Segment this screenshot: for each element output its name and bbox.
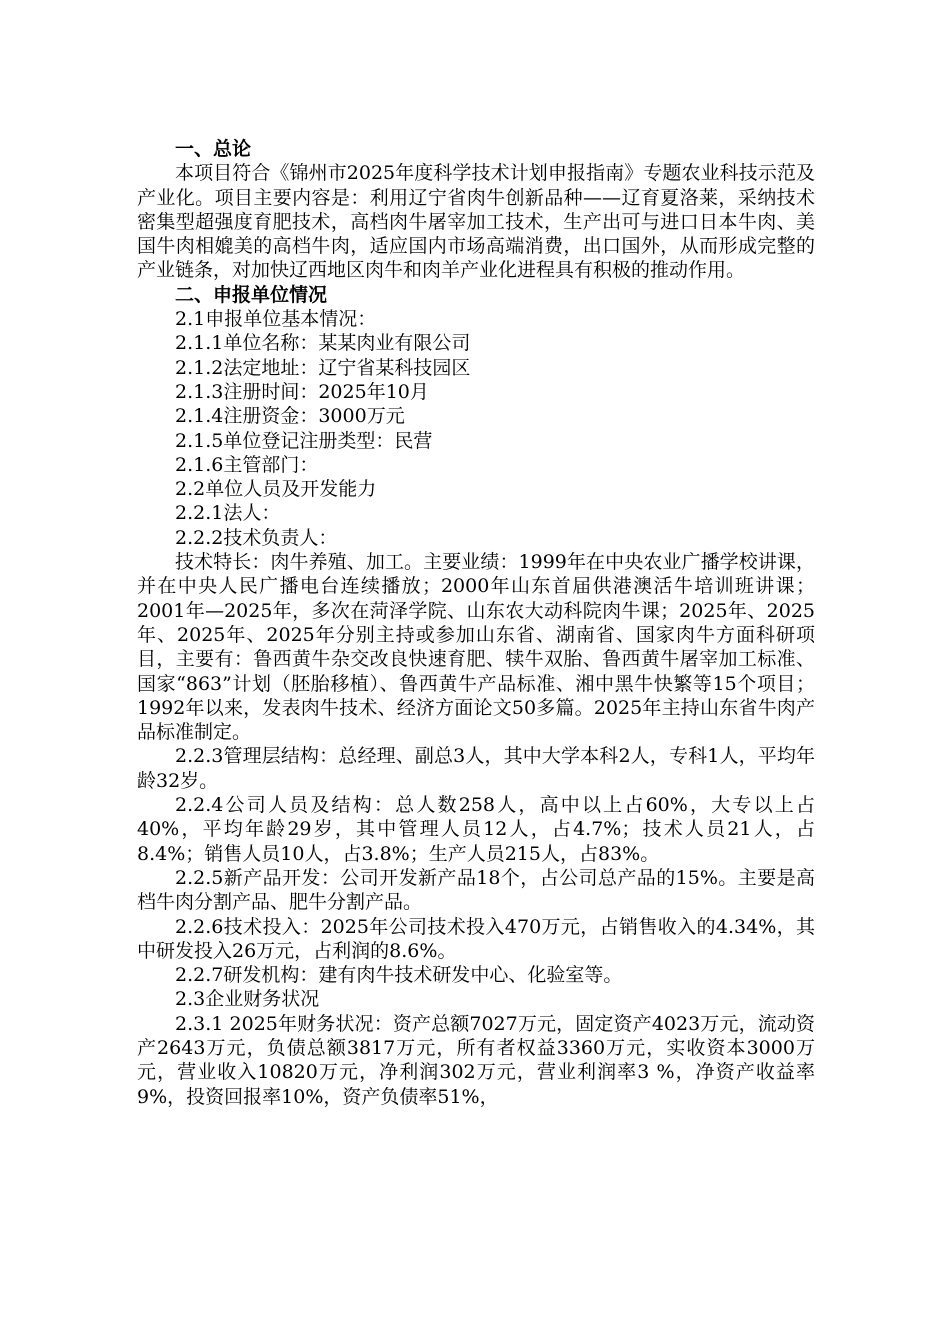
item-registration-time: 2.1.3注册时间：2025年10月 [175,380,429,403]
subheading-financial: 2.3企业财务状况 [175,988,320,1011]
paragraph-tech-expertise: 技术特长：肉牛养殖、加工。主要业绩：1999年在中央农业广播学校讲课，并在中央人民广播电台连续播放；2000年山东首届供港澳活牛培训班讲课；2001年—2025年，多次在菏泽学院、山东农大动科院肉牛课；2025年、2025年、2025年、2025年分别主持或参加山东省、湖南省、国家肉牛方面科研项目，主要有：鲁西黄牛杂交改良快速育肥、犊牛双胎、鲁西黄牛屠宰加工标准、国家“863”计划（胚胎移植）、鲁西黄牛产品标准、湘中黑牛快繁等15个项目；1992年以来，发表肉牛技术、经济方面论文50多篇。2025年主持山东省牛肉产品标准制定。 [137,551,815,744]
item-unit-name: 2.1.1单位名称：某某肉业有限公司 [175,332,471,355]
item-tech-leader: 2.2.2技术负责人： [175,526,338,549]
item-new-products: 2.2.5新产品开发：公司开发新产品18个，占公司总产品的15%。主要是高档牛肉分割产品、肥牛分割产品。 [137,866,815,914]
document-body [137,137,815,1109]
item-financial-status: 2.3.1 2025年财务状况：资产总额7027万元，固定资产4023万元，流动资产2643万元，负债总额3817万元，所有者权益3360万元，实收资本3000万元，营业收入10820万元，净利润302万元，营业利润率3 %，净资产收益率9%，投资回报率10%，资产负债率51%， [137,1012,815,1108]
item-management-structure: 2.2.3管理层结构：总经理、副总3人，其中大学本科2人，专科1人，平均年龄32岁。 [137,745,815,792]
item-supervising-dept: 2.1.6主管部门： [175,453,319,476]
item-tech-investment: 2.2.6技术投入：2025年公司技术投入470万元，占销售收入的4.34%，其中研发投入26万元，占利润的8.6%。 [137,915,815,962]
item-registered-capital: 2.1.4注册资金：3000万元 [175,405,405,428]
subheading-personnel: 2.2单位人员及开发能力 [175,478,377,501]
paragraph-intro: 本项目符合《锦州市2025年度科学技术计划申报指南》专题农业科技示范及产业化。项目主要内容是：利用辽宁省肉牛创新品种——辽育夏洛莱，采纳技术密集型超强度育肥技术，高档肉牛屠宰加工技术，生产出可与进口日本牛肉、美国牛肉相媲美的高档牛肉，适应国内市场高端消费，出口国外，从而形成完整的产业链条，对加快辽西地区肉牛和肉羊产业化进程具有积极的推动作用。 [137,162,815,282]
item-staff-structure: 2.2.4公司人员及结构：总人数258人，高中以上占60%，大专以上占40%，平均年龄29岁，其中管理人员12人，占4.7%；技术人员21人，占8.4%；销售人员10人，占3.8%；生产人员215人，占83%。 [137,794,815,865]
subheading-basic-info: 2.1申报单位基本情况： [175,308,377,331]
item-legal-address: 2.1.2法定地址：辽宁省某科技园区 [175,356,471,379]
section-heading-overview: 一、总论 [175,138,252,160]
item-rd-institution: 2.2.7研发机构：建有肉牛技术研发中心、化验室等。 [175,964,623,987]
item-registration-type: 2.1.5单位登记注册类型：民营 [175,429,433,452]
item-legal-person: 2.2.1法人： [175,502,281,525]
section-heading-applicant: 二、申报单位情况 [175,283,328,306]
